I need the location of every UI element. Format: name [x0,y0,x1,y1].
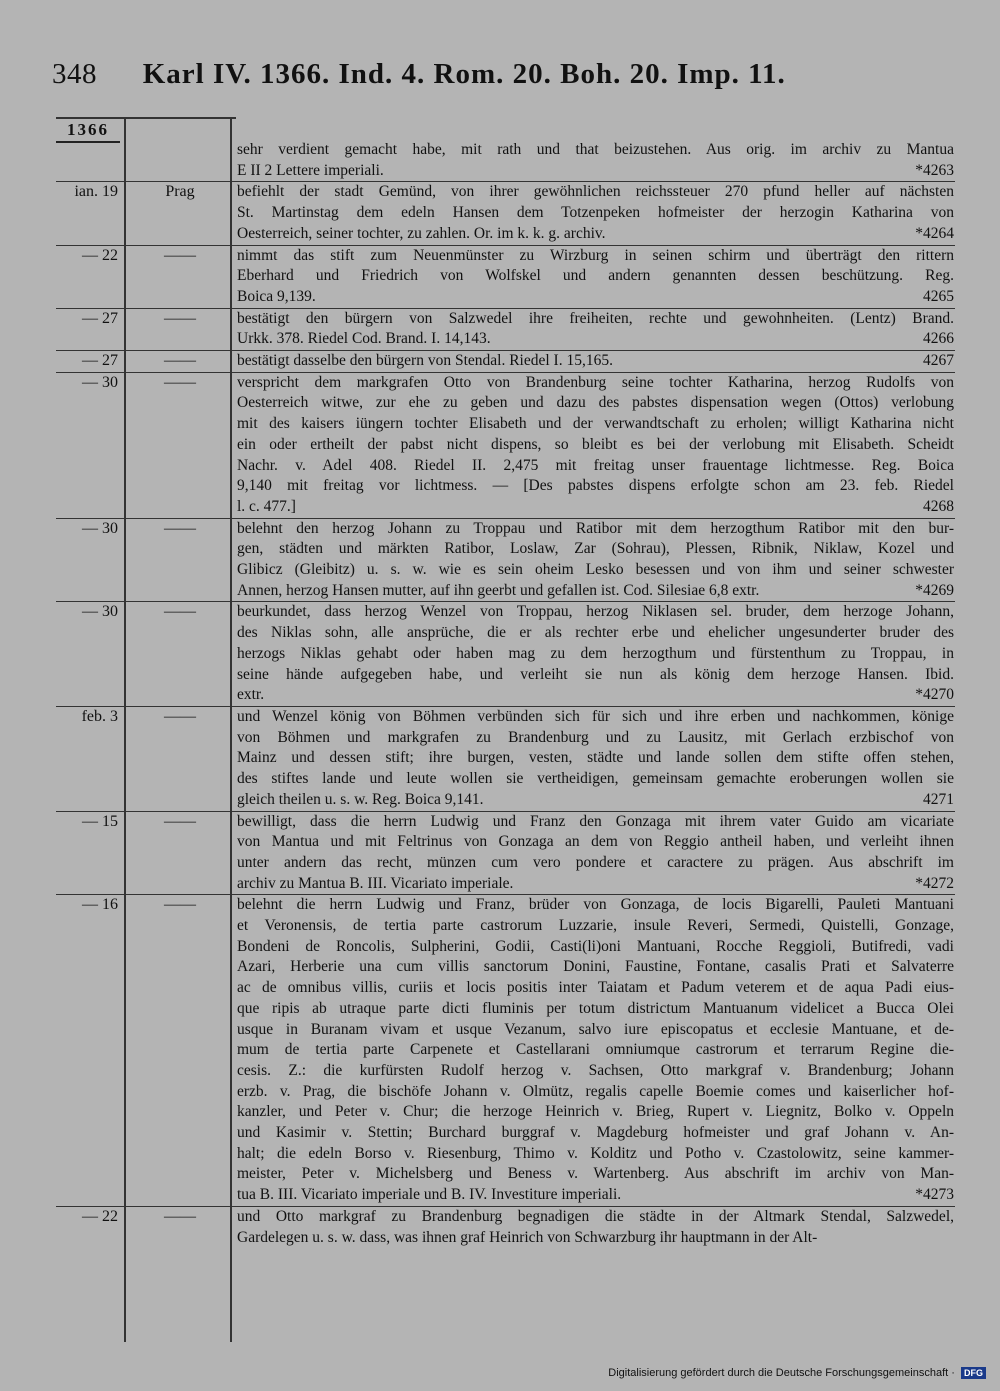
entry-line [237,581,954,602]
entry-line: Bondeni de Roncolis, Sulpherini, Godii, Casti(li)oni Mantuani, Rocche Reggioli, Butifredi, vadi [237,937,954,955]
entry-text [237,373,954,518]
entry-line-text: Urkk. 378. Riedel Cod. Brand. I. 14,143. [237,330,491,348]
entry-line-text: bestätigt dasselbe den bürgern von Stendal. Riedel I. 15,165. [237,352,613,370]
footer-credit [608,1367,986,1379]
entry-line: nimmt das stift zum Neuenmünster zu Wirzburg in seinen schirm und überträgt den rittern [237,246,954,264]
entry-line [237,287,954,308]
entry-date: — 15 [82,812,118,830]
entry-place: —— [164,812,196,830]
regest-number: 4267 [923,352,954,370]
entry-line: que ripis ab utraque parte dicti fluminis per totum districtum Mantuanum videlicet a Bucca Olei [237,999,954,1017]
regest-entry [0,140,1000,181]
entry-line [237,790,954,811]
regest-entry [0,895,1000,1206]
regest-number: *4270 [915,686,954,704]
dfg-logo: DFG [961,1367,986,1379]
entry-line [237,1185,954,1206]
entry-line: 9,140 mit freitag vor lichtmess. — [Des pabstes dispens erfolgte schon am 23. feb. Riedel [237,477,954,495]
regest-number: *4269 [915,581,954,599]
regest-entry [0,351,1000,372]
entry-line [237,224,954,245]
entry-place: —— [164,246,196,264]
entry-text [237,707,954,811]
entry-date: — 16 [82,896,118,914]
entry-line: beurkundet, dass herzog Wenzel von Troppau, herzog Niklasen sel. bruder, dem herzoge Johann, [237,603,954,621]
entry-line: meister, Peter v. Michelsberg und Beness v. Wartenberg. Aus abschrift im archiv von Man- [237,1165,954,1183]
entry-line: erzb. v. Prag, die bischöfe Johann v. Olmütz, regalis capelle Boemie comes und kaiserlicher hof- [237,1082,954,1100]
page-title: Karl IV. 1366. Ind. 4. Rom. 20. Boh. 20. Imp. 11. [142,58,786,90]
entry-line: usque in Buranam vivam et usque Vezanum, salvo iure episcopatus et ecclesie Mantuane, et de- [237,1020,954,1038]
entry-text [237,812,954,895]
entry-line: kanzler, und Peter v. Chur; die herzoge Heinrich v. Brieg, Rupert v. Liegnitz, Bolko v. Oppeln [237,1103,954,1121]
entry-line: bestätigt den bürgern von Salzwedel ihre freiheiten, rechte und gewohnheiten. (Lentz) Brand. [237,309,954,327]
entry-line: Gardelegen u. s. w. dass, was ihnen graf Heinrich von Schwarzburg ihr hauptmann in der Alt- [237,1228,818,1246]
regest-entry [0,602,1000,706]
entry-line: cesis. Z.: die kurfürsten Rudolf herzog v. Sachsen, Otto markgraf v. Brandenburg; Johann [237,1061,954,1079]
entry-date: feb. 3 [81,707,118,725]
regest-entry [0,246,1000,308]
entry-line: befiehlt der stadt Gemünd, von ihrer gewöhnlichen reichssteuer 270 pfund heller auf nächsten [237,183,954,201]
entry-line: Eberhard und Friedrich von Wolfskel und andern genannten dessen beschützung. Reg. [237,267,954,285]
entry-line: von Mantua und mit Feltrinus von Gonzaga an dem von Reggio antheil haben, und verleiht ihnen [237,833,954,851]
entry-line: belehnt die herrn Ludwig und Franz, brüder von Gonzaga, de locis Bigarelli, Pauleti Mantuani [237,896,954,914]
regest-number: *4272 [915,874,954,892]
entry-line: unter andern das recht, münzen cum vero pondere et caractere zu prägen. Aus abschrift im [237,853,954,871]
entry-line-text: extr. [237,686,265,704]
entry-line: Mainz und dessen stift; ihre burgen, vesten, städte und lande sollen dem stifte offen stehen, [237,749,954,767]
entry-line-text: Boica 9,139. [237,287,316,305]
year-label: 1366 [56,117,120,143]
regest-number: 4266 [923,330,954,348]
entry-place: —— [164,707,196,725]
entry-text [237,519,954,602]
entry-line: von Böhmen und markgrafen zu Brandenburg und zu Lausitz, mit Gerlach erzbischof von [237,728,954,746]
regest-entry [0,309,1000,350]
entry-line: des stiftes lande und leute wollen sie vertheidigen, gemeinsam gemachte eroberungen wollen sie [237,770,954,788]
page-header [52,58,786,91]
entry-date: ian. 19 [74,183,118,201]
entry-text [237,602,954,706]
entry-place: —— [164,896,196,914]
entry-line [237,161,954,182]
entry-line-text: Annen, herzog Hansen mutter, auf ihn geerbt und gefallen ist. Cod. Silesiae 6,8 extr. [237,581,760,599]
entry-line: des Niklas sohn, alle ansprüche, die er als rechter erbe und ehelicher ungesunderter bruder des [237,624,954,642]
header-rule [56,117,236,119]
regest-entry [0,373,1000,518]
entry-line: Oesterreich witwe, zur ehe zu geben und dazu des pabstes dispensation wegen (Ottos) verlobung [237,394,954,412]
entry-line: und Kasimir v. Stettin; Burchard burggraf v. Magdeburg hofmeister und graf Johann v. An- [237,1124,954,1142]
entry-line [237,685,954,706]
entry-line-text: l. c. 477.] [237,497,296,515]
entry-text [237,309,954,350]
entry-line: verspricht dem markgrafen Otto von Brandenburg seine tochter Katharina, herzog Rudolfs von [237,373,954,391]
entry-text [237,1207,954,1248]
regest-entry [0,1207,1000,1248]
footer-text: Digitalisierung gefördert durch die Deutsche Forschungsgemeinschaft · [608,1366,955,1379]
entry-date: — 30 [82,519,118,537]
entry-line-text: Oesterreich, seiner tochter, zu zahlen. Or. im k. k. g. archiv. [237,224,606,242]
entry-date: — 22 [82,246,118,264]
entry-date: — 30 [82,373,118,391]
entry-line [237,874,954,895]
entry-line: Nachr. v. Adel 408. Riedel II. 2,475 mit freitag unser frauentage lichtmesse. Reg. Boica [237,456,954,474]
entry-text [237,246,954,308]
regest-number: 4268 [923,497,954,515]
entry-place: —— [164,309,196,327]
entry-place: —— [164,1207,196,1225]
entry-line: mit des kaisers iüngern tochter Elisabeth und der verwandtschaft zu erholen; willigt Katharina nicht [237,415,954,433]
entry-line: mum de tertia parte Carpenete et Castellarani omniumque castrorum et terrarum Regine die- [237,1041,954,1059]
entry-line: bewilligt, dass die herrn Ludwig und Franz den Gonzaga mit ihrem vater Guido am vicariate [237,812,954,830]
entry-line: St. Martinstag dem edeln Hansen dem Totzenpeken hofmeister der herzogin Katharina von [237,204,954,222]
regest-number: *4263 [915,161,954,179]
entry-line-text: tua B. III. Vicariato imperiale und B. IV. Investiture imperiali. [237,1186,622,1204]
entry-line: und Wenzel könig von Böhmen verbünden sich für sich und ihre erben und nachkommen, könige [237,707,954,725]
entry-place: Prag [165,183,195,201]
entry-line [237,497,954,518]
entry-line [237,329,954,350]
entry-line: et Veronensis, de tertia parte castrorum Luzzarie, insule Reveri, Sermedi, Quistelli, Gonzage, [237,917,954,935]
entry-line: ac de omnibus villis, curiis et locis positis inter Taiatam et Padum veterem et de aqua Padi eius- [237,979,954,997]
entry-date: — 30 [82,603,118,621]
entry-line: seine hände aufgegeben habe, und verleiht sie nun als könig dem herzoge Hansen. Ibid. [237,665,954,683]
entry-line-text: E II 2 Lettere imperiali. [237,161,384,179]
regest-number: *4264 [915,224,954,242]
entry-text [237,351,954,372]
entry-place: —— [164,519,196,537]
entry-line: Azari, Herberie una cum villis sanctorum Donini, Faustine, Fontane, casalis Prati et Salvaterre [237,958,954,976]
regest-number: 4271 [923,790,954,808]
entry-date: — 27 [82,352,118,370]
regest-entry [0,812,1000,895]
entry-line-text: gleich theilen u. s. w. Reg. Boica 9,141. [237,790,484,808]
entry-line: Glibicz (Gleibitz) u. s. w. wie es sein oheim Lesko besessen und von ihm und seiner schwester [237,561,954,579]
entry-date: — 27 [82,309,118,327]
entry-line-text: archiv zu Mantua B. III. Vicariato imperiale. [237,874,514,892]
entry-text [237,182,954,244]
entry-line: herzogs Niklas gehabt oder haben mag zu dem herzogthum und fürstenthum zu Troppau, in [237,644,954,662]
entry-line [237,351,954,372]
page-number: 348 [52,58,97,90]
entry-line: ein oder ertheilt der pabst nicht dispens, so bleibt es bei der verlobung mit Elisabeth. Scheidt [237,435,954,453]
entry-place: —— [164,373,196,391]
entry-place: —— [164,603,196,621]
entry-line: belehnt den herzog Johann zu Troppau und Ratibor mit dem herzogthum Ratibor mit den bur- [237,519,954,537]
entry-line: gen, städten und märkten Ratibor, Loslaw, Zar (Sohrau), Plessen, Ribnik, Niklaw, Kozel und [237,540,954,558]
regesta-list [0,140,1000,1248]
entry-place: —— [164,352,196,370]
entry-line: und Otto markgraf zu Brandenburg begnadigen die städte in der Altmark Stendal, Salzwedel, [237,1207,954,1225]
regest-entry [0,182,1000,244]
entry-text [237,895,954,1206]
regest-entry [0,707,1000,811]
regest-number: 4265 [923,287,954,305]
entry-line: sehr verdient gemacht habe, mit rath und that beizustehen. Aus orig. im archiv zu Mantua [237,141,954,158]
regest-entry [0,519,1000,602]
entry-text [237,140,954,181]
entry-line: halt; die edeln Borso v. Riesenburg, Thimo v. Kolditz und Potho v. Czastolowitz, seine kammer- [237,1144,954,1162]
entry-date: — 22 [82,1207,118,1225]
regest-number: *4273 [915,1186,954,1204]
